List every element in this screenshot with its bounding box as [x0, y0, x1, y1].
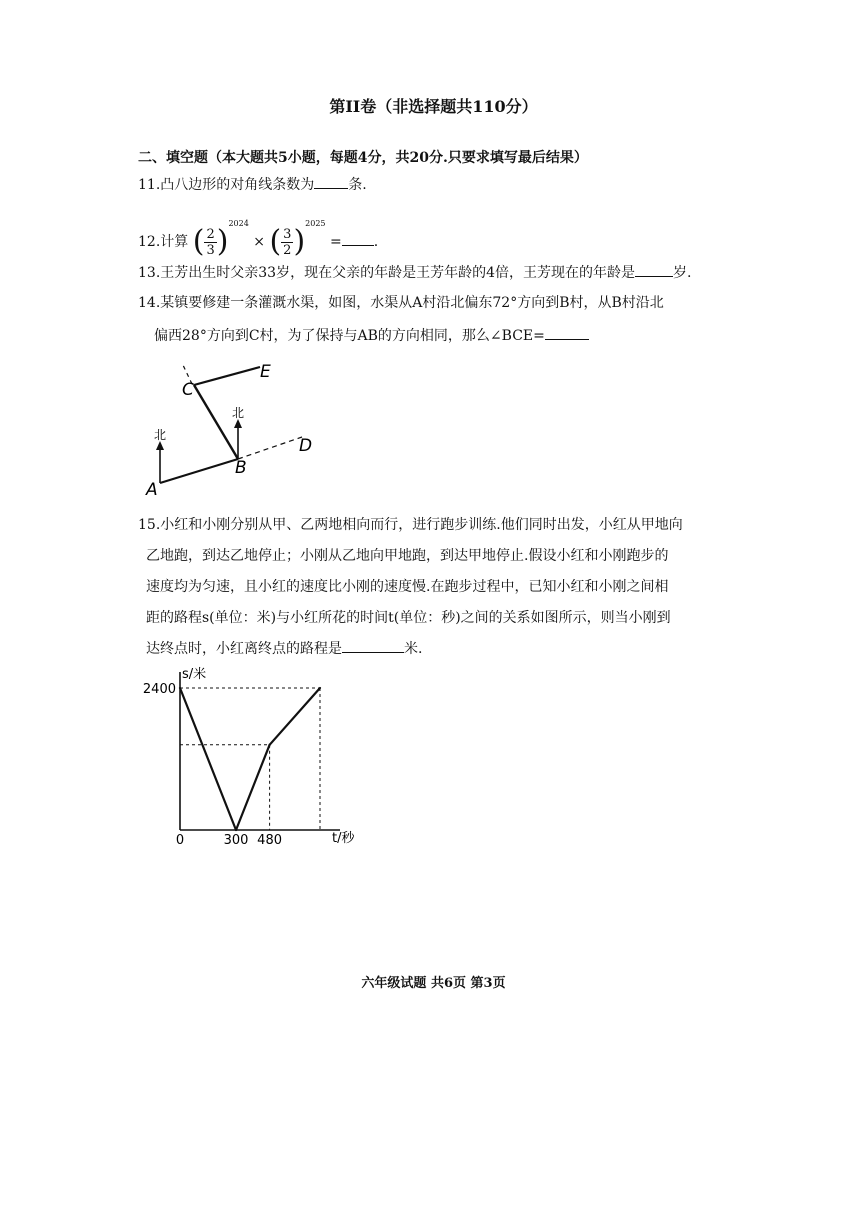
- answer-blank[interactable]: [635, 262, 673, 277]
- equals-sign: =: [329, 234, 342, 250]
- direction-figure: [140, 355, 340, 500]
- north-arrowhead-b: [234, 419, 242, 428]
- question-text-line2: 乙地跑，到达乙地停止；小刚从乙地向甲地跑，到达甲地停止.假设小红和小刚跑步的: [146, 548, 669, 564]
- point-label-c: C: [182, 380, 194, 400]
- question-number: 13.: [138, 265, 161, 281]
- part-title: 第II卷（非选择题共110分）: [329, 97, 538, 116]
- point-label-e: E: [260, 362, 271, 382]
- answer-blank[interactable]: [342, 638, 404, 653]
- times-sign: ×: [253, 234, 265, 250]
- question-15: [138, 510, 698, 665]
- north-arrowhead-a: [156, 441, 164, 450]
- north-label-a: 北: [154, 428, 167, 442]
- x-tick-label: 300: [223, 833, 249, 848]
- question-text-line1: 15.小红和小刚分别从甲、乙两地相向而行，进行跑步训练.他们同时出发，小红从甲地向: [138, 517, 683, 533]
- page-footer: 六年级试题 共6页 第3页: [361, 976, 506, 991]
- question-text-line4: 距的路程s(单位：米)与小红所花的时间t(单位：秒)之间的关系如图所示，则当小刚到: [146, 610, 671, 626]
- question-text-line2: 偏西28°方向到C村，为了保持与AB的方向相同，那么∠BCE=: [154, 328, 545, 344]
- x-tick-label: 480: [257, 833, 283, 848]
- question-13: [138, 262, 691, 283]
- question-14: [138, 293, 664, 313]
- point-label-a: A: [146, 480, 158, 500]
- point-label-b: B: [235, 458, 247, 478]
- question-text-line3: 速度均为匀速，且小红的速度比小刚的速度慢.在跑步过程中，已知小红和小刚之间相: [146, 579, 669, 595]
- fraction-1: $\frac{2}{3}$: [206, 226, 215, 258]
- segment-ab: [160, 459, 238, 483]
- question-text: 凸八边形的对角线条数为: [160, 177, 315, 193]
- north-label-b: 北: [232, 406, 245, 420]
- answer-blank[interactable]: [342, 231, 374, 246]
- x-axis-label: t/秒: [332, 831, 355, 846]
- segment-ce: [194, 367, 260, 385]
- question-text-end: 条.: [348, 177, 367, 193]
- fraction-2: $\frac{3}{2}$: [283, 226, 292, 258]
- graph-segment: [180, 688, 236, 830]
- exponent-1: 2024: [228, 219, 249, 228]
- answer-blank[interactable]: [314, 174, 348, 189]
- question-text-line5: 达终点时，小红离终点的路程是 米.: [138, 634, 698, 665]
- dashed-line-bd: [238, 437, 302, 459]
- graph-segment: [236, 745, 270, 830]
- exponent-2: 2025: [305, 219, 326, 228]
- y-tick-label: 2400: [142, 682, 176, 697]
- section-heading: 二、填空题（本大题共5小题，每题4分，共20分.只要求填写最后结果）: [138, 150, 588, 166]
- distance-time-graph: [140, 660, 360, 850]
- y-axis-label: s/米: [182, 667, 207, 682]
- question-11: [138, 174, 367, 195]
- x-tick-label: 0: [175, 833, 185, 848]
- answer-blank[interactable]: [545, 325, 589, 340]
- question-12: 12.计算 ( $\frac{2}{3}$ )$^{2024}$ × ( $\frac{3}{2}$ )$^{2025}$ = .: [138, 219, 379, 259]
- question-number: 14.: [138, 295, 161, 311]
- question-text-end: 岁.: [673, 265, 692, 281]
- segment-bc: [194, 385, 238, 459]
- question-number: 12.: [138, 234, 161, 250]
- point-label-d: D: [299, 436, 313, 456]
- question-number: 11.: [138, 177, 161, 193]
- question-14-line2: [154, 325, 589, 346]
- question-text: 王芳出生时父亲33岁，现在父亲的年龄是王芳年龄的4倍，王芳现在的年龄是: [160, 265, 635, 281]
- question-label: 计算: [160, 234, 189, 250]
- question-text-line1: 某镇要修建一条灌溉水渠，如图，水渠从A村沿北偏东72°方向到B村，从B村沿北: [160, 295, 664, 311]
- graph-segment: [270, 688, 320, 745]
